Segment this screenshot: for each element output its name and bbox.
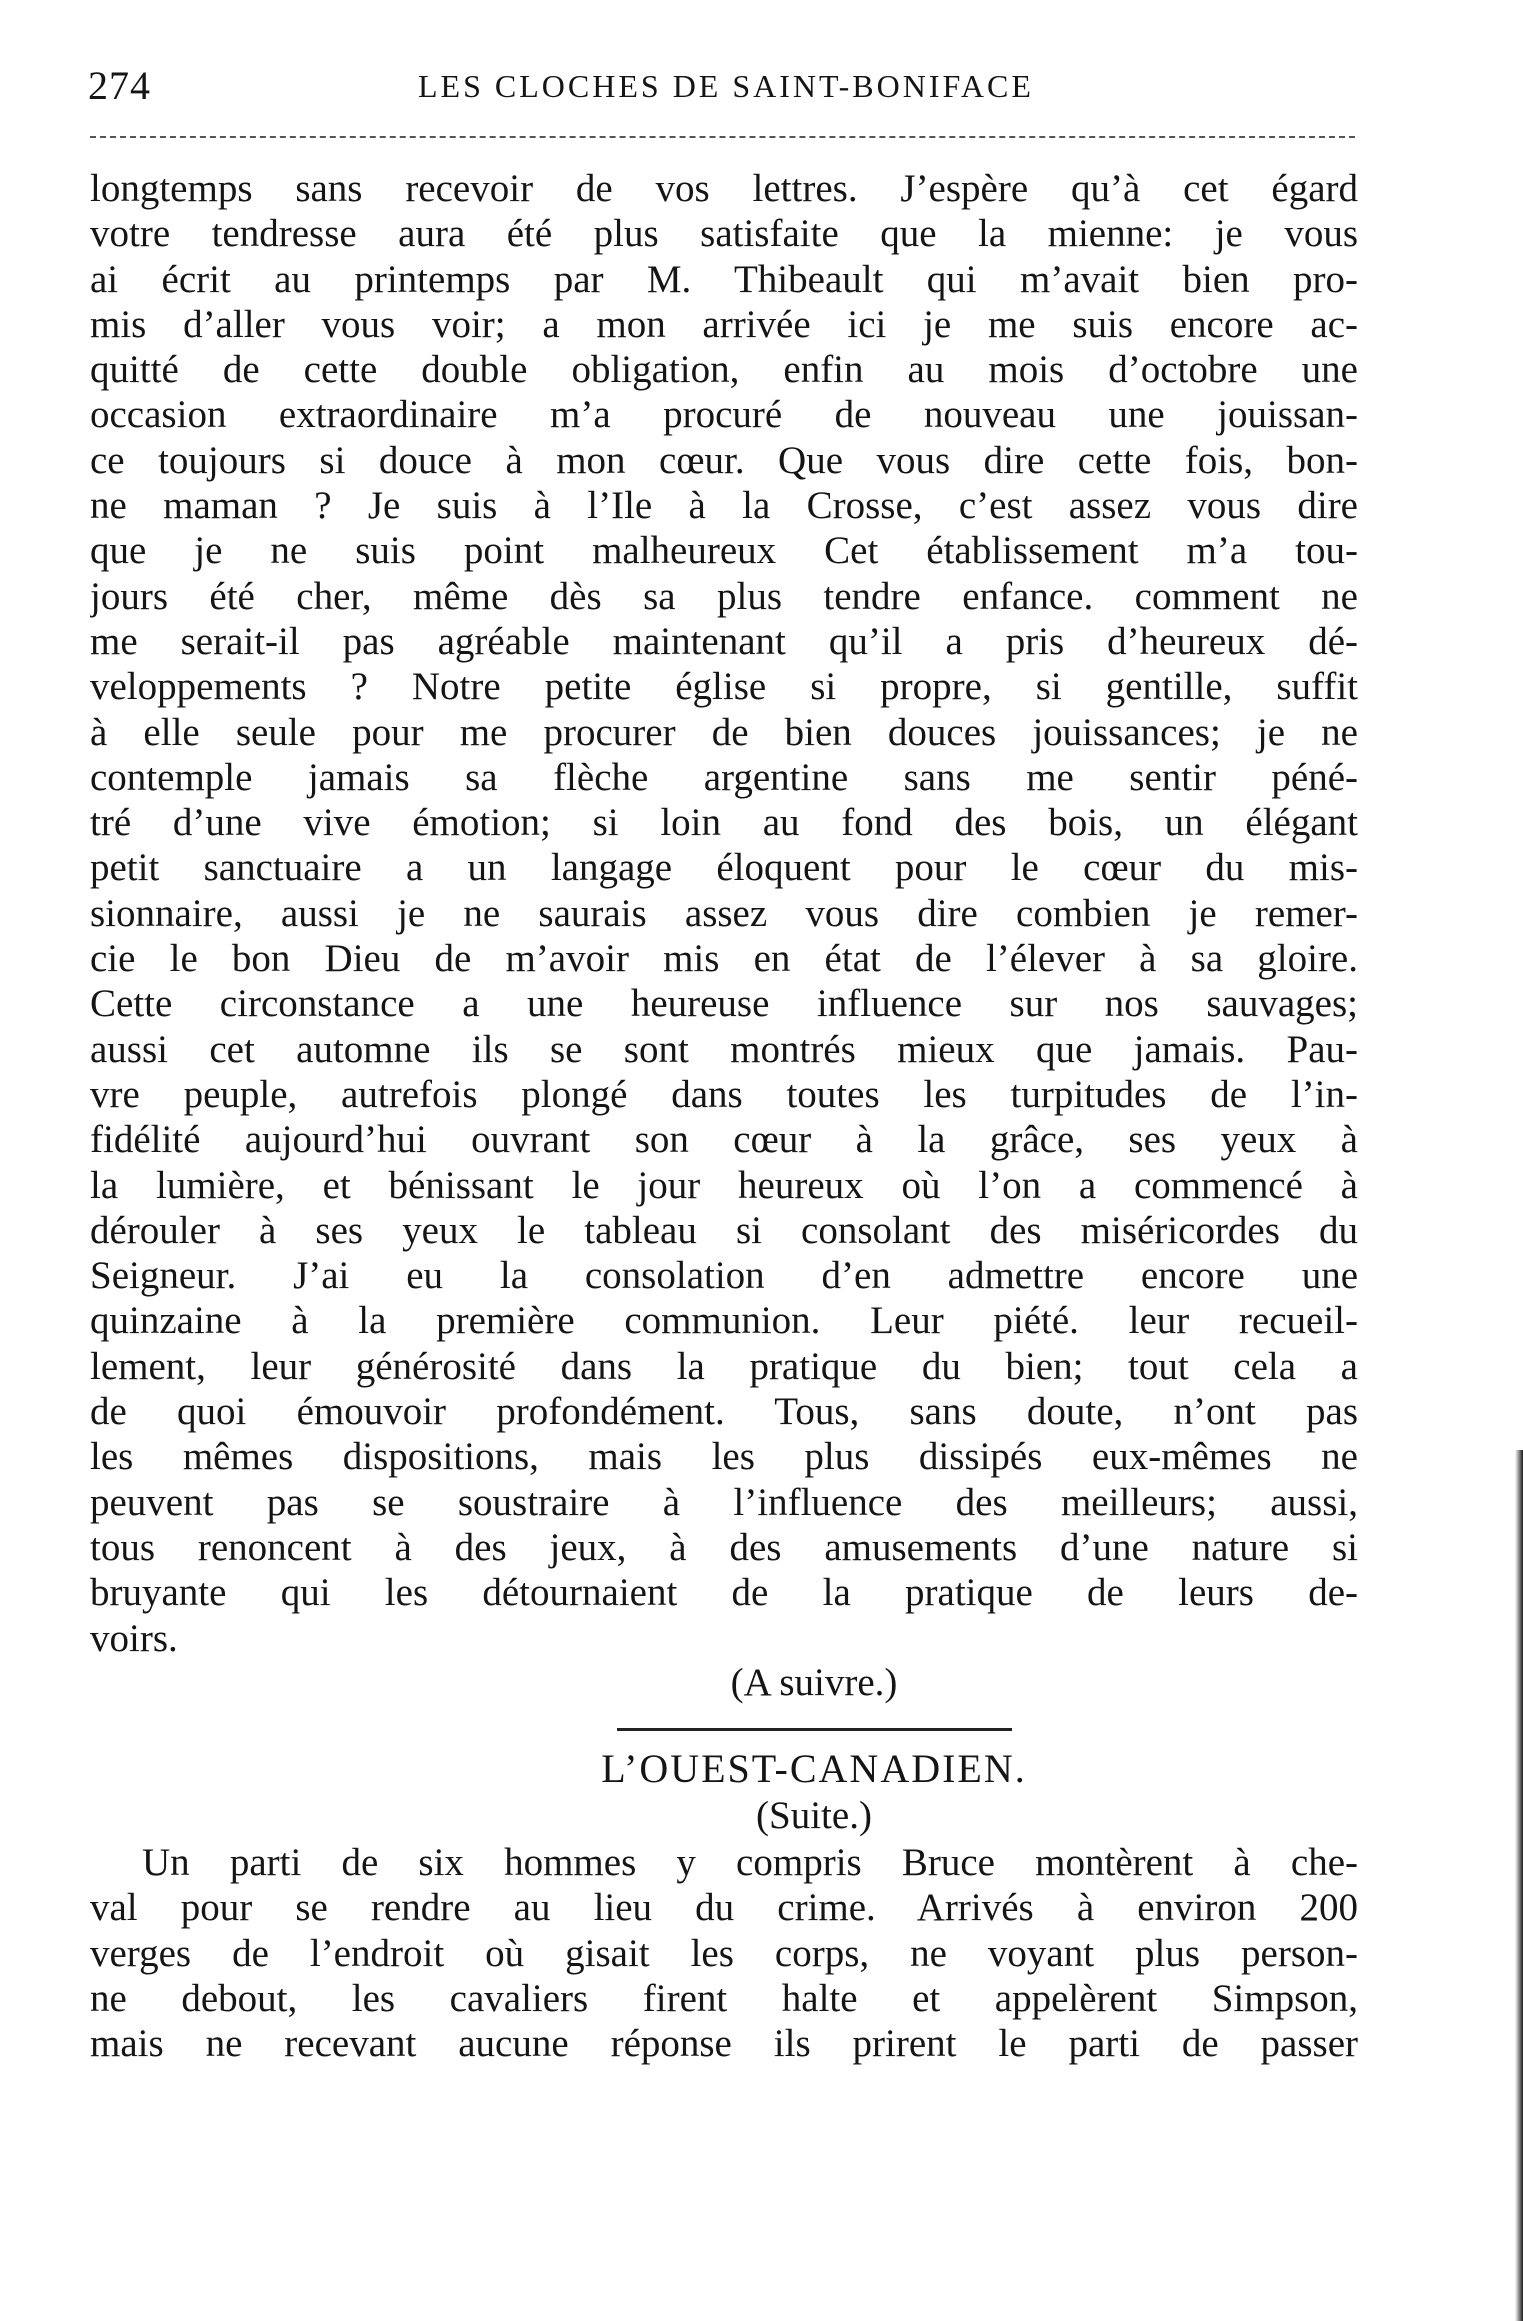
text-line: verges de l’endroit où gisait les corps, ne voyant plus person-: [90, 1931, 1358, 1975]
text-line: peuvent pas se soustraire à l’influence des meilleurs; aussi,: [90, 1480, 1358, 1524]
text-line: contemple jamais sa flèche argentine sans me sentir péné-: [90, 755, 1358, 799]
header-rule: [90, 136, 1355, 138]
text-line: Un parti de six hommes y compris Bruce montèrent à che-: [142, 1841, 1358, 1884]
text-line: votre tendresse aura été plus satisfaite que la mienne: je vous: [90, 212, 1358, 256]
text-line: ai écrit au printemps par M. Thibeault qui m’avait bien pro-: [90, 257, 1358, 301]
running-title: LES CLOCHES DE SAINT-BONIFACE: [418, 68, 1034, 104]
text-line: tous renoncent à des jeux, à des amusements d’une nature si: [90, 1525, 1358, 1569]
text-line: sionnaire, aussi je ne saurais assez vous dire combien je remer-: [90, 891, 1358, 935]
article-subtitle: (Suite.): [756, 1794, 872, 1837]
text-line: quitté de cette double obligation, enfin au mois d’octobre une: [90, 348, 1358, 392]
text-line: tré d’une vive émotion; si loin au fond des bois, un élégant: [90, 801, 1358, 845]
text-line: ce toujours si douce à mon cœur. Que vous dire cette fois, bon-: [90, 438, 1358, 482]
page-edge-shadow: [1515, 1450, 1523, 2321]
text-line: jours été cher, même dès sa plus tendre enfance. comment ne: [90, 574, 1358, 618]
text-line: ne debout, les cavaliers firent halte et appelèrent Simpson,: [90, 1976, 1358, 2020]
section-end: [90, 1660, 1358, 1731]
text-line: voirs.: [90, 1616, 178, 1660]
to-be-continued: (A suivre.): [730, 1661, 898, 1704]
article-heading: [90, 1745, 1358, 1839]
text-line: vre peuple, autrefois plongé dans toutes les turpitudes de l’in-: [90, 1072, 1358, 1116]
text-line: la lumière, et bénissant le jour heureux où l’on a commencé à: [90, 1163, 1358, 1207]
text-line: fidélité aujourd’hui ouvrant son cœur à la grâce, ses yeux à: [90, 1118, 1358, 1162]
text-line: à elle seule pour me procurer de bien douces jouissances; je ne: [90, 710, 1358, 754]
running-head: [88, 62, 1358, 110]
text-line: petit sanctuaire a un langage éloquent pour le cœur du mis-: [90, 846, 1358, 890]
article-text: [90, 1840, 1358, 2066]
text-line: occasion extraordinaire m’a procuré de nouveau une jouissan-: [90, 393, 1358, 437]
text-line: lement, leur générosité dans la pratique du bien; tout cela a: [90, 1344, 1358, 1388]
text-line: quinzaine à la première communion. Leur piété. leur recueil-: [90, 1299, 1358, 1343]
text-line: longtemps sans recevoir de vos lettres. J’espère qu’à cet égard: [90, 167, 1358, 210]
text-line: ne maman ? Je suis à l’Ile à la Crosse, c’est assez vous dire: [90, 484, 1358, 528]
text-line: dérouler à ses yeux le tableau si consolant des miséricordes du: [90, 1208, 1358, 1252]
text-line: Cette circonstance a une heureuse influence sur nos sauvages;: [90, 982, 1358, 1026]
section-rule: [617, 1728, 1012, 1731]
text-line: de quoi émouvoir profondément. Tous, sans doute, n’ont pas: [90, 1390, 1358, 1434]
text-line: Seigneur. J’ai eu la consolation d’en admettre encore une: [90, 1254, 1358, 1298]
text-line: me serait-il pas agréable maintenant qu’il a pris d’heureux dé-: [90, 619, 1358, 663]
page-number: 274: [88, 63, 151, 108]
letter-text: [90, 166, 1358, 1661]
text-line: les mêmes dispositions, mais les plus dissipés eux-mêmes ne: [90, 1435, 1358, 1479]
text-line: mis d’aller vous voir; a mon arrivée ici je me suis encore ac-: [90, 302, 1358, 346]
text-line: bruyante qui les détournaient de la pratique de leurs de-: [90, 1571, 1358, 1615]
text-line: aussi cet automne ils se sont montrés mieux que jamais. Pau-: [90, 1027, 1358, 1071]
article-title: L’OUEST-CANADIEN.: [601, 1746, 1027, 1791]
text-line: cie le bon Dieu de m’avoir mis en état de l’élever à sa gloire.: [90, 937, 1358, 981]
text-line: val pour se rendre au lieu du crime. Arrivés à environ 200: [90, 1886, 1358, 1930]
text-line: que je ne suis point malheureux Cet établissement m’a tou-: [90, 529, 1358, 573]
text-line: mais ne recevant aucune réponse ils prirent le parti de passer: [90, 2022, 1358, 2066]
text-line: veloppements ? Notre petite église si propre, si gentille, suffit: [90, 665, 1358, 709]
